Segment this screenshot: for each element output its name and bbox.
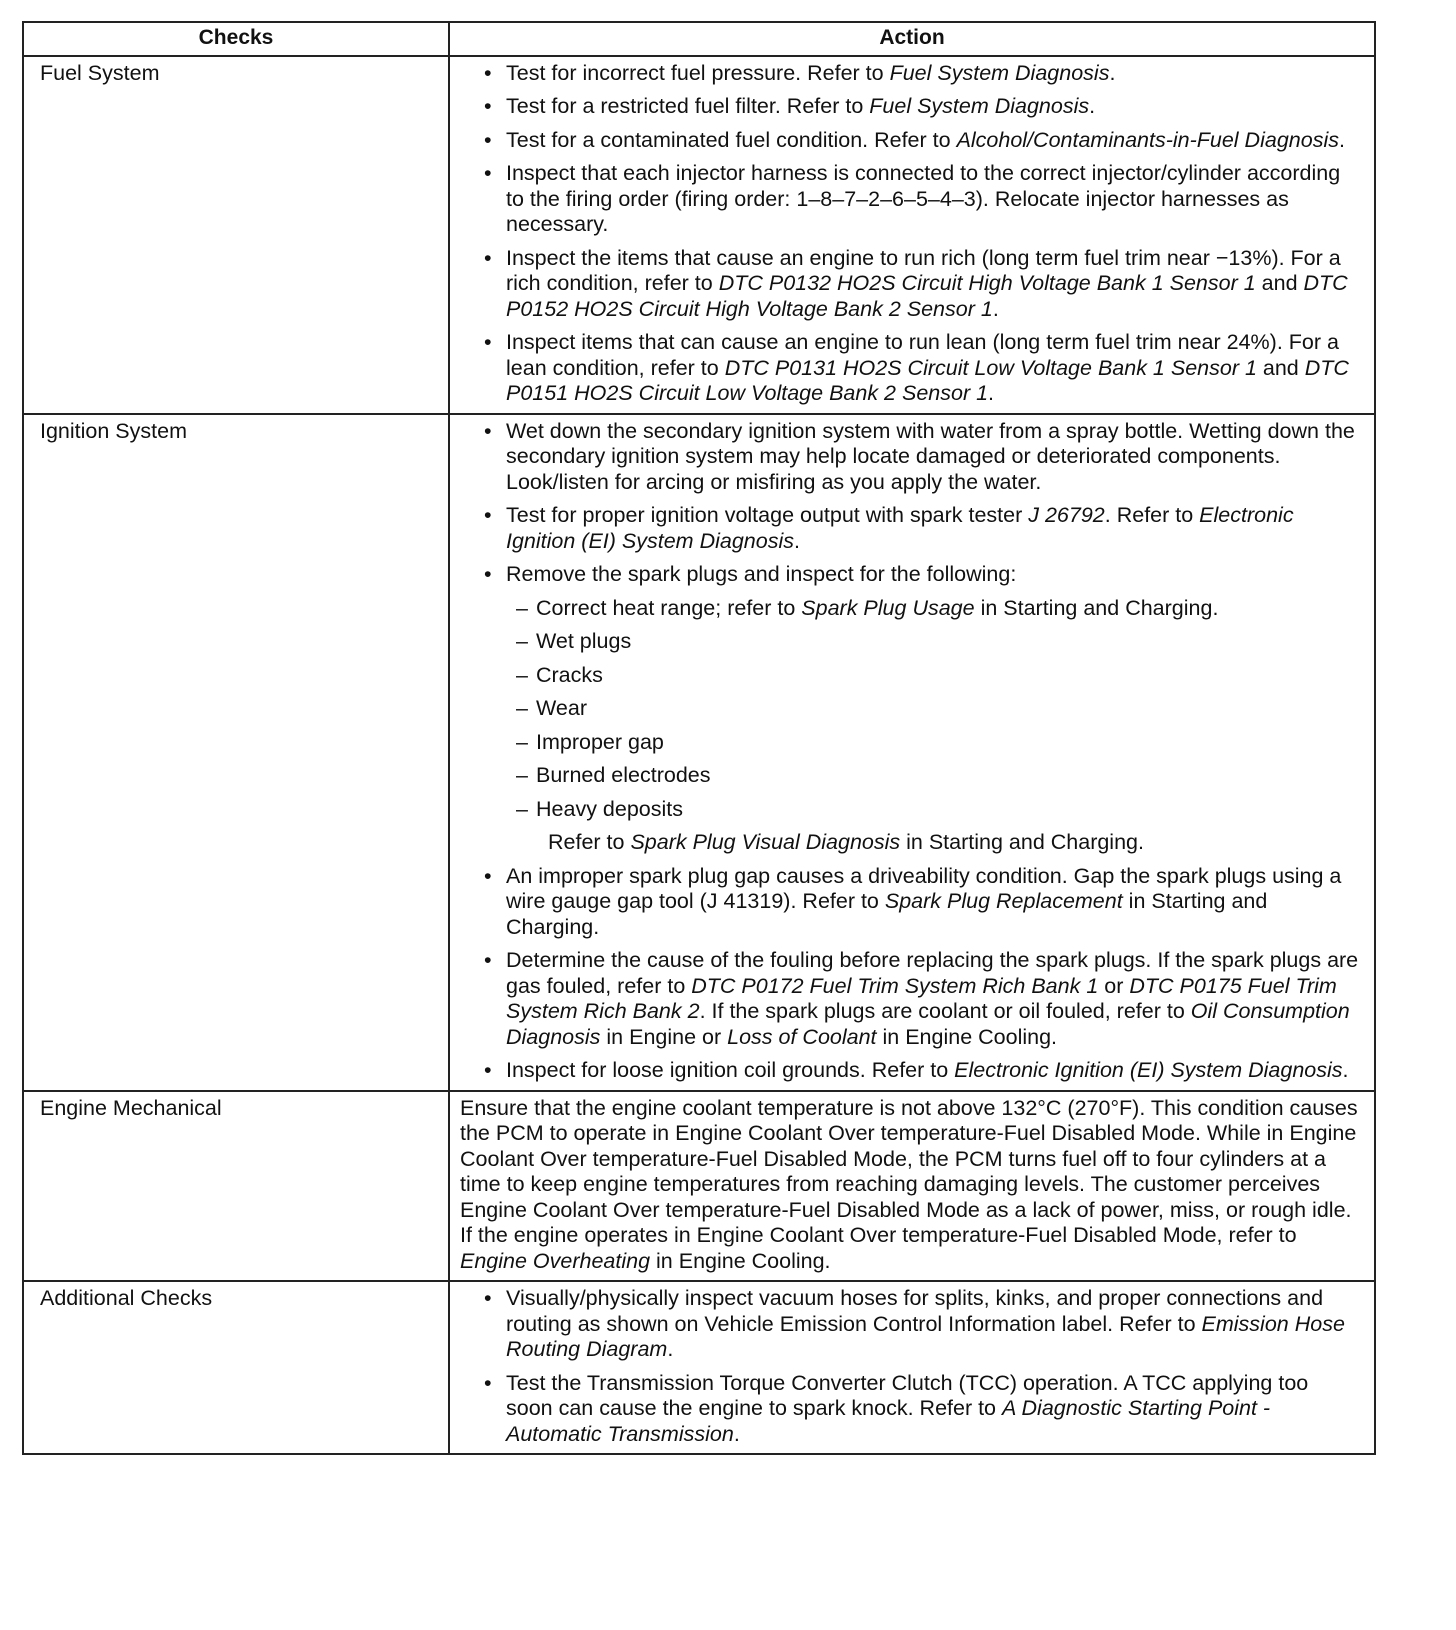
text-segment: in Engine Cooling. — [650, 1248, 831, 1273]
action-list — [460, 1286, 1360, 1447]
bullet-item — [460, 128, 1360, 154]
sub-item — [460, 730, 1360, 756]
text-segment: Determine the cause of the fouling before replacing the spark plugs. If the spark plugs are gas fouled, refer to — [506, 948, 1359, 998]
bullet-item — [460, 419, 1360, 496]
reference-title: DTC P0132 HO2S Circuit High Voltage Bank 1 Sensor 1 — [718, 271, 1256, 295]
text-segment: Improper gap — [536, 729, 664, 754]
check-cell: Engine Mechanical — [23, 1091, 449, 1282]
text-segment: Test for a contaminated fuel condition. Refer to — [506, 127, 957, 152]
text-segment: Visually/physically inspect vacuum hoses for splits, kinks, and proper connections and routing as shown on Vehicle Emission Control Information label. Refer to — [506, 1286, 1324, 1336]
reference-title: Engine Overheating — [460, 1248, 651, 1273]
action-list — [460, 61, 1360, 407]
bullet-item — [460, 161, 1360, 238]
text-segment: Test for a restricted fuel filter. Refer to — [506, 94, 870, 118]
text-segment: . If the spark plugs are coolant or oil fouled, refer to — [699, 999, 1191, 1023]
text-segment: . Refer to — [1104, 503, 1200, 527]
reference-title: J 26792 — [1028, 503, 1105, 527]
reference-title: DTC P0172 Fuel Trim System Rich Bank 1 — [691, 973, 1099, 998]
text-segment: in Engine or — [600, 1024, 728, 1049]
reference-title: Emission Hose Routing Diagram — [506, 1311, 1345, 1361]
text-segment: Remove the spark plugs and inspect for the following: — [506, 562, 1017, 586]
text-segment: . — [1338, 127, 1345, 152]
check-cell: Additional Checks — [23, 1281, 449, 1454]
text-segment: . — [1342, 1058, 1349, 1082]
bullet-item — [460, 246, 1360, 323]
text-segment: Test for incorrect fuel pressure. Refer to — [506, 60, 890, 85]
text-segment: Ensure that the engine coolant temperature is not above 132°C (270°F). This condition causes the PCM to operate in Engine Coolant Over temperature-Fuel Disabled Mode. While in Engine Coolant Over temperature-Fuel Disabled Mode, the PCM turns fuel off to four cylinders at a time to keep engine temperatures from reaching damaging levels. The customer perceives Engine Coolant Over temperature-Fuel Disabled Mode as a lack of power, miss, or rough idle. If the engine operates in Engine Coolant Over temperature-Fuel Disabled Mode, refer to — [460, 1095, 1358, 1247]
bullet-item — [460, 1058, 1360, 1084]
text-segment: Heavy deposits — [536, 796, 683, 821]
text-segment: in Starting and Charging. — [900, 830, 1144, 854]
action-cell — [449, 56, 1375, 414]
text-segment: Wear — [536, 696, 587, 720]
text-segment: Inspect for loose ignition coil grounds. Refer to — [506, 1058, 955, 1082]
check-cell: Fuel System — [23, 56, 449, 414]
bullet-item — [460, 864, 1360, 941]
text-segment: . — [988, 381, 995, 405]
check-cell: Ignition System — [23, 414, 449, 1091]
text-segment: Wet plugs — [536, 629, 632, 653]
text-segment: . — [992, 296, 999, 321]
action-list — [460, 419, 1360, 1084]
reference-title: DTC P0175 Fuel Trim System Rich Bank 2 — [506, 973, 1337, 1023]
bullet-item — [460, 948, 1360, 1050]
sub-item — [460, 596, 1360, 622]
reference-title: Oil Consumption Diagnosis — [506, 999, 1350, 1049]
header-checks: Checks — [23, 22, 449, 56]
header-action: Action — [449, 22, 1375, 56]
reference-title: Alcohol/Contaminants-in-Fuel Diagnosis — [956, 127, 1339, 152]
sub-item — [460, 629, 1360, 655]
text-segment: Inspect the items that cause an engine to run rich (long term fuel trim near −13%). For a rich condition, refer to — [506, 245, 1341, 295]
reference-title: DTC P0131 HO2S Circuit Low Voltage Bank 1 Sensor 1 — [724, 355, 1257, 380]
reference-title: Spark Plug Replacement — [884, 889, 1123, 913]
text-segment: Test for proper ignition voltage output with spark tester — [506, 503, 1029, 527]
sub-item — [460, 663, 1360, 689]
diagnostic-checks-table — [22, 21, 1376, 1455]
text-segment: in Starting and Charging. — [506, 889, 1268, 939]
reference-title: Electronic Ignition (EI) System Diagnosis — [954, 1058, 1343, 1082]
table-row — [23, 1091, 1375, 1282]
reference-title: Loss of Coolant — [727, 1024, 877, 1049]
bullet-item — [460, 330, 1360, 407]
text-segment: . — [1109, 60, 1116, 85]
sub-item — [460, 797, 1360, 823]
text-segment: Inspect that each injector harness is connected to the correct injector/cylinder according to the firing order (firing order: 1–8–7–2–6–5–4–3). Relocate injector harnesses as necessary. — [506, 161, 1341, 236]
reference-title: Spark Plug Usage — [801, 595, 975, 620]
bullet-item — [460, 1371, 1360, 1448]
text-segment: in Engine Cooling. — [876, 1024, 1058, 1049]
reference-note — [460, 830, 1360, 856]
text-segment: . — [793, 528, 800, 553]
action-cell — [449, 414, 1375, 1091]
text-segment: in Starting and Charging. — [974, 595, 1219, 620]
reference-title: DTC P0152 HO2S Circuit High Voltage Bank 2 Sensor 1 — [506, 271, 1348, 321]
bullet-item — [460, 94, 1360, 120]
text-segment: . — [667, 1337, 674, 1361]
text-segment: . — [733, 1421, 740, 1446]
reference-title: Fuel System Diagnosis — [869, 94, 1090, 118]
text-segment: An improper spark plug gap causes a driveability condition. Gap the spark plugs using a wire gauge gap tool (J 41319). Refer to — [506, 863, 1342, 913]
text-segment: Correct heat range; refer to — [536, 595, 802, 620]
text-segment: and — [1255, 271, 1304, 295]
reference-title: DTC P0151 HO2S Circuit Low Voltage Bank 2 Sensor 1 — [506, 355, 1349, 405]
sub-item — [460, 763, 1360, 789]
sub-item — [460, 696, 1360, 722]
bullet-item — [460, 562, 1360, 588]
text-segment: or — [1098, 973, 1130, 998]
text-segment: and — [1256, 355, 1305, 380]
text-segment: Cracks — [536, 662, 603, 687]
table-row — [23, 414, 1375, 1091]
table-row — [23, 56, 1375, 414]
text-segment: Refer to — [548, 830, 631, 854]
text-segment: Burned electrodes — [536, 763, 711, 787]
reference-title: Spark Plug Visual Diagnosis — [630, 830, 901, 854]
table-row — [23, 1281, 1375, 1454]
bullet-item — [460, 503, 1360, 554]
action-cell — [449, 1091, 1375, 1282]
text-segment: . — [1089, 94, 1096, 118]
header-row — [23, 22, 1375, 56]
action-cell — [449, 1281, 1375, 1454]
text-segment: Test the Transmission Torque Converter Clutch (TCC) operation. A TCC applying too soon can cause the engine to spark knock. Refer to — [506, 1370, 1309, 1420]
bullet-item — [460, 1286, 1360, 1363]
reference-title: Electronic Ignition (EI) System Diagnosis — [506, 503, 1294, 553]
reference-title: A Diagnostic Starting Point - Automatic Transmission — [506, 1396, 1271, 1446]
reference-title: Fuel System Diagnosis — [889, 60, 1110, 85]
text-segment: Inspect items that can cause an engine to run lean (long term fuel trim near 24%). For a lean condition, refer to — [506, 330, 1339, 380]
bullet-item — [460, 61, 1360, 87]
action-paragraph — [460, 1096, 1360, 1275]
text-segment: Wet down the secondary ignition system with water from a spray bottle. Wetting down the secondary ignition system may help locate damaged or deteriorated components. Look/listen for arcing or misfiring as you apply the water. — [506, 418, 1355, 494]
